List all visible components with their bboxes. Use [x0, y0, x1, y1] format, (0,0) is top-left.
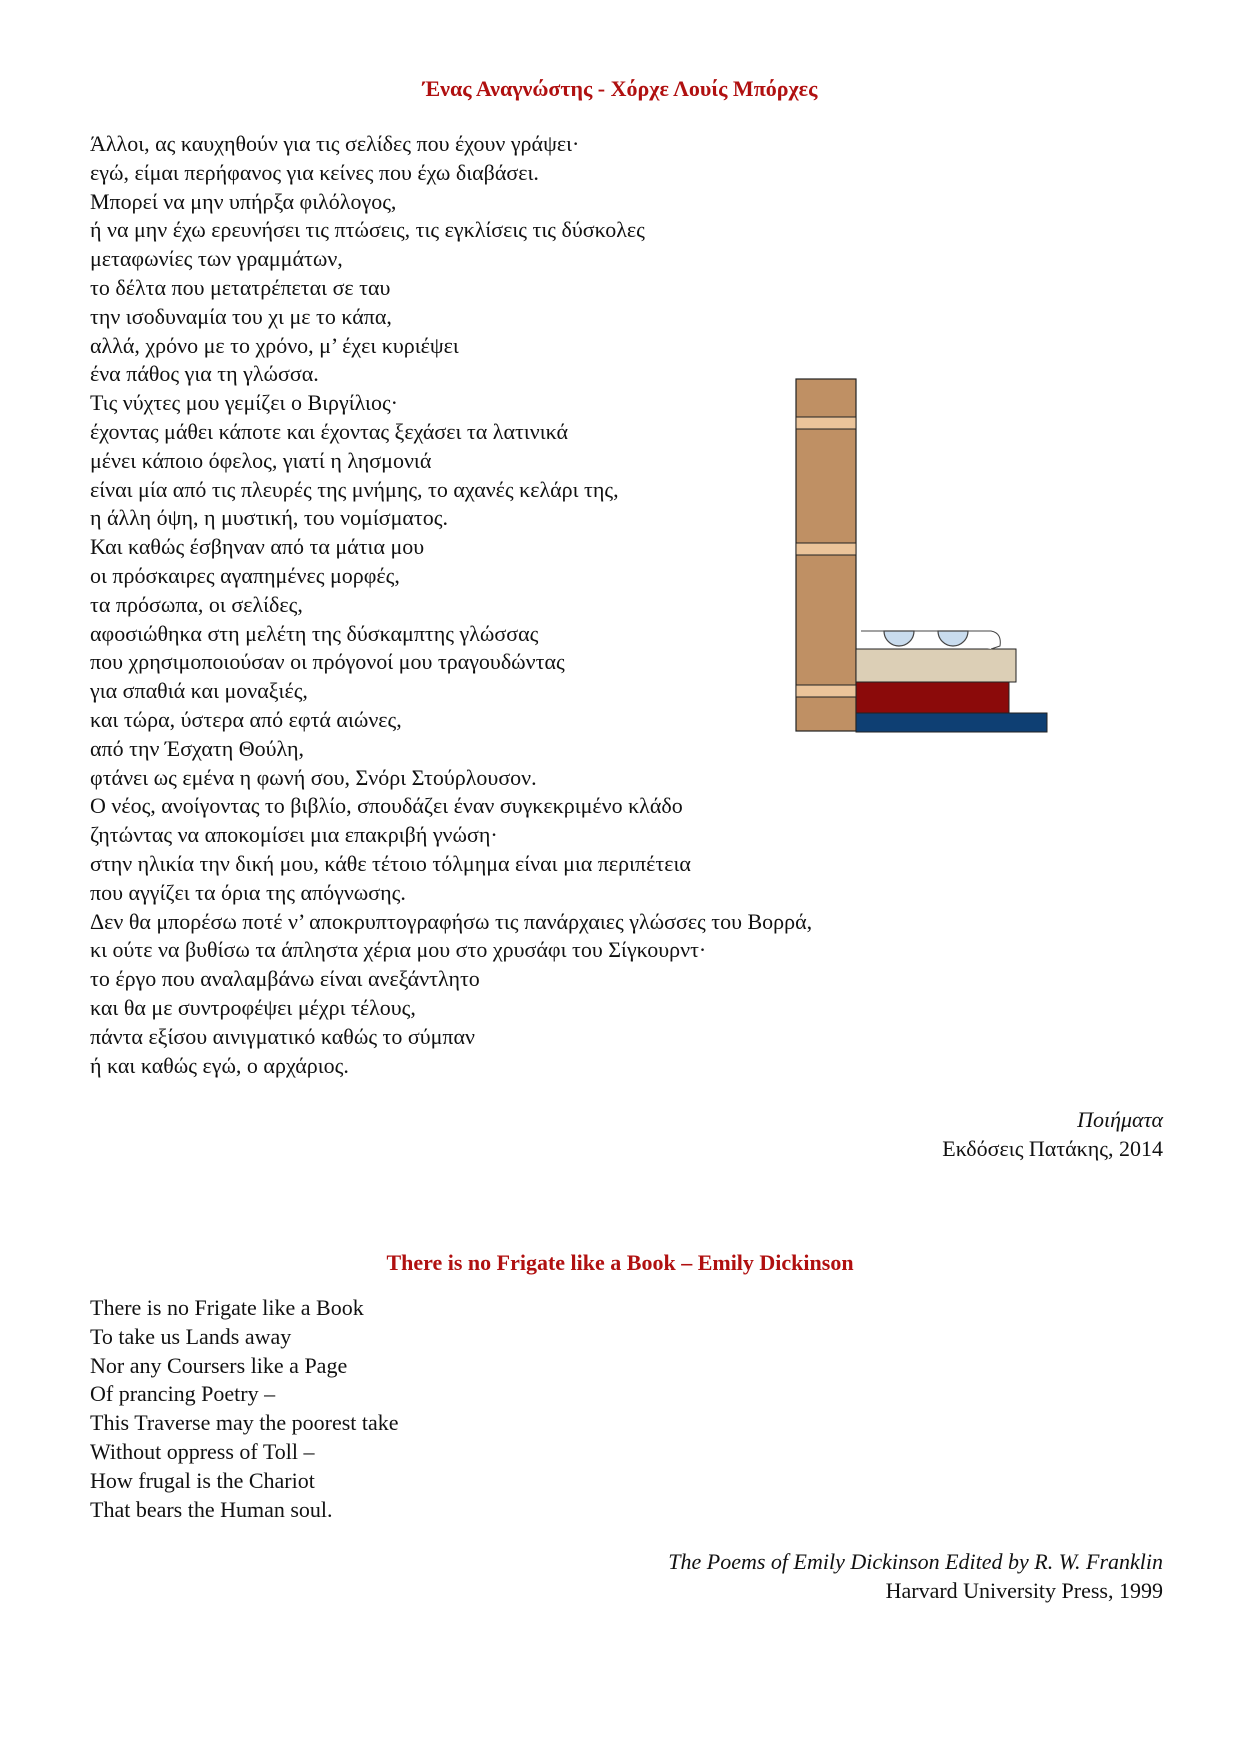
poem-line: Άλλοι, ας καυχηθούν για τις σελίδες που έχουν γράψει· — [90, 131, 580, 156]
poem-line: από την Έσχατη Θούλη, — [90, 735, 304, 761]
poem-line: και θα με συντροφέψει μέχρι τέλους, — [90, 994, 416, 1020]
poem-line: Nor any Coursers like a Page — [90, 1352, 348, 1378]
source-title: Ποιήματα — [1077, 1107, 1163, 1132]
poem1-lines — [90, 130, 812, 1080]
source-title: The Poems of Emily Dickinson Edited by R. W. Franklin — [668, 1549, 1163, 1574]
poem-line: Without oppress of Toll – — [90, 1438, 315, 1464]
poem-line: ή να μην έχω ερευνήσει τις πτώσεις, τις εγκλίσεις τις δύσκολες — [90, 217, 645, 243]
poem-line: There is no Frigate like a Book — [90, 1295, 364, 1320]
source-publisher: Harvard University Press, 1999 — [885, 1578, 1163, 1603]
poem-line: φτάνει ως εμένα η φωνή σου, Σνόρι Στούρλουσον. — [90, 764, 537, 790]
poem2-source — [668, 1547, 1163, 1605]
poem-line: Και καθώς έσβηναν από τα μάτια μου — [90, 534, 425, 560]
poem2-lines — [90, 1294, 399, 1524]
blue-book — [856, 713, 1047, 732]
poem2-title: There is no Frigate like a Book – Emily Dickinson — [386, 1250, 854, 1275]
poem-line: μεταφωνίες των γραμμάτων, — [90, 246, 343, 272]
poem-line: την ισοδυναμία του χι με το κάπα, — [90, 303, 392, 329]
poem-line: αλλά, χρόνο με το χρόνο, μ’ έχει κυριέψει — [90, 332, 459, 358]
poem-line: How frugal is the Chariot — [90, 1467, 315, 1493]
poem1-source — [942, 1105, 1163, 1163]
poem-line: ένα πάθος για τη γλώσσα. — [90, 361, 319, 387]
tall-book-band — [796, 543, 856, 555]
poem-line: Ο νέος, ανοίγοντας το βιβλίο, σπουδάζει έναν συγκεκριμένο κλάδο — [90, 793, 683, 819]
books-illustration — [795, 378, 1050, 733]
poem-line: Δεν θα μπορέσω ποτέ ν’ αποκρυπτογραφήσω τις πανάρχαιες γλώσσες του Βορρά, — [90, 908, 813, 934]
source-publisher: Εκδόσεις Πατάκης, 2014 — [942, 1136, 1163, 1161]
poem-line: και τώρα, ύστερα από εφτά αιώνες, — [90, 706, 402, 732]
poem-line: στην ηλικία την δική μου, κάθε τέτοιο τόλμημα είναι μια περιπέτεια — [90, 850, 691, 876]
poem-line: οι πρόσκαιρες αγαπημένες μορφές, — [90, 562, 400, 588]
poem-line: μένει κάποιο όφελος, γιατί η λησμονιά — [90, 447, 432, 473]
red-book — [856, 682, 1009, 713]
poem-line: Μπορεί να μην υπήρξα φιλόλογος, — [90, 188, 397, 214]
glasses-icon — [861, 631, 1000, 649]
poem-line: Τις νύχτες μου γεμίζει ο Βιργίλιος· — [90, 390, 399, 416]
tall-book-band — [796, 685, 856, 697]
poem-line: αφοσιώθηκα στη μελέτη της δύσκαμπτης γλώσσας — [90, 620, 539, 646]
poem-line: η άλλη όψη, η μυστική, του νομίσματος. — [90, 505, 448, 531]
poem-line: τα πρόσωπα, οι σελίδες, — [90, 591, 303, 617]
poem-line: This Traverse may the poorest take — [90, 1410, 399, 1436]
poem-line: που αγγίζει τα όρια της απόγνωσης. — [90, 879, 406, 905]
poem1-title: Ένας Αναγνώστης - Χόρχε Λουίς Μπόρχες — [422, 76, 818, 101]
beige-book — [856, 649, 1016, 682]
tall-book-band — [796, 417, 856, 429]
poem-line: Of prancing Poetry – — [90, 1381, 276, 1407]
poem-line: κι ούτε να βυθίσω τα άπληστα χέρια μου στο χρυσάφι του Σίγκουρντ· — [90, 937, 707, 963]
poem-line: To take us Lands away — [90, 1323, 292, 1349]
poem-line: εγώ, είμαι περήφανος για κείνες που έχω διαβάσει. — [90, 159, 539, 185]
poem-line: για σπαθιά και μοναξιές, — [90, 678, 308, 704]
poem-line: είναι μία από τις πλευρές της μνήμης, το αχανές κελάρι της, — [90, 476, 619, 502]
poem-line: το έργο που αναλαμβάνω είναι ανεξάντλητο — [90, 966, 480, 992]
poem-line: That bears the Human soul. — [90, 1496, 333, 1522]
poem-line: ζητώντας να αποκομίσει μια επακριβή γνώση· — [90, 822, 498, 848]
poem-line: το δέλτα που μετατρέπεται σε ταυ — [90, 274, 391, 300]
poem-line: ή και καθώς εγώ, ο αρχάριος. — [90, 1052, 349, 1078]
poem-line: έχοντας μάθει κάποτε και έχοντας ξεχάσει τα λατινικά — [90, 418, 569, 444]
poem-line: που χρησιμοποιούσαν οι πρόγονοί μου τραγουδώντας — [90, 649, 565, 675]
poem-line: πάντα εξίσου αινιγματικό καθώς το σύμπαν — [90, 1023, 475, 1049]
